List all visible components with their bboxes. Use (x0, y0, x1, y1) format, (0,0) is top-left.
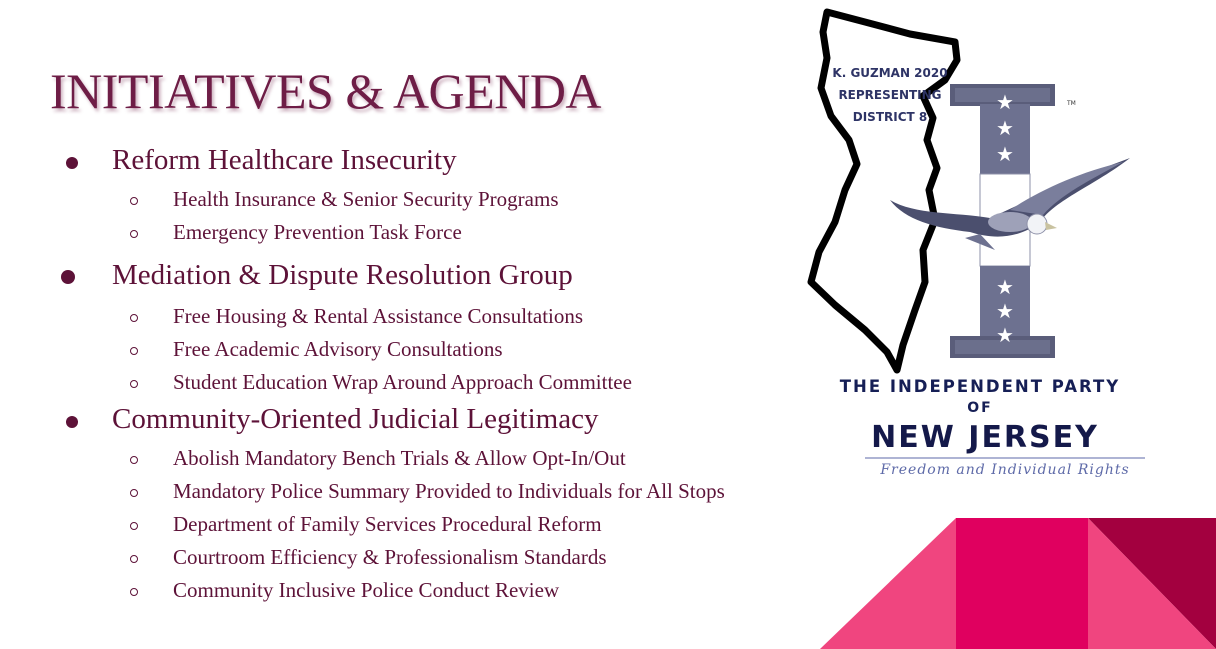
agenda-subitem: Health Insurance & Senior Security Programs (173, 187, 559, 211)
agenda-subitem: Courtroom Efficiency & Professionalism Standards (173, 545, 607, 569)
agenda-subitem: Abolish Mandatory Bench Trials & Allow Opt-In/Out (173, 446, 626, 470)
agenda-item-healthcare: Reform Healthcare Insecurity (112, 144, 457, 176)
svg-text:★: ★ (996, 275, 1014, 299)
sub-bullet-icon (130, 380, 138, 388)
sub-bullet-icon (130, 555, 138, 563)
sub-bullet-icon (130, 456, 138, 464)
agenda-subitem: Emergency Prevention Task Force (173, 220, 462, 244)
sub-bullet-icon (130, 230, 138, 238)
svg-text:★: ★ (996, 142, 1014, 166)
campaign-stamp-line-1: K. GUZMAN 2020 (832, 66, 948, 80)
agenda-item-judicial: Community-Oriented Judicial Legitimacy (112, 403, 599, 435)
party-slogan: Freedom and Individual Rights (880, 462, 1130, 478)
sub-bullet-icon (130, 314, 138, 322)
svg-text:★: ★ (996, 299, 1014, 323)
agenda-subitem: Student Education Wrap Around Approach Committee (173, 370, 632, 394)
party-name-line-3: NEW JERSEY (871, 420, 1099, 455)
agenda-subitem: Mandatory Police Summary Provided to Individuals for All Stops (173, 479, 725, 503)
decorative-corner-shapes (820, 515, 1216, 649)
svg-text:★: ★ (996, 323, 1014, 347)
deco-square-magenta (956, 518, 1088, 649)
agenda-subitem: Community Inclusive Police Conduct Review (173, 578, 560, 602)
agenda-item-mediation: Mediation & Dispute Resolution Group (112, 259, 573, 291)
agenda-subitem: Free Housing & Rental Assistance Consultations (173, 304, 584, 328)
sub-bullet-icon (130, 522, 138, 530)
trademark-mark: TM (1067, 100, 1076, 107)
slide-title: INITIATIVES & AGENDA (50, 63, 602, 119)
bullet-icon (66, 416, 78, 428)
party-name-line-1: THE INDEPENDENT PARTY (839, 377, 1121, 396)
sub-bullet-icon (130, 347, 138, 355)
campaign-stamp-line-2: REPRESENTING (838, 88, 942, 102)
campaign-stamp-line-3: DISTRICT 8 (852, 110, 928, 124)
svg-text:★: ★ (996, 90, 1014, 114)
sub-bullet-icon (130, 588, 138, 596)
sub-bullet-icon (130, 197, 138, 205)
agenda-subitem: Department of Family Services Procedural Reform (173, 512, 602, 536)
deco-triangle-pink (820, 518, 956, 649)
bullet-icon (66, 157, 78, 169)
agenda-subitem: Free Academic Advisory Consultations (173, 337, 503, 361)
party-logo (805, 0, 1145, 490)
party-name-line-2: OF (967, 400, 993, 416)
svg-text:★: ★ (996, 116, 1014, 140)
sub-bullet-icon (130, 489, 138, 497)
bullet-icon (61, 270, 75, 284)
